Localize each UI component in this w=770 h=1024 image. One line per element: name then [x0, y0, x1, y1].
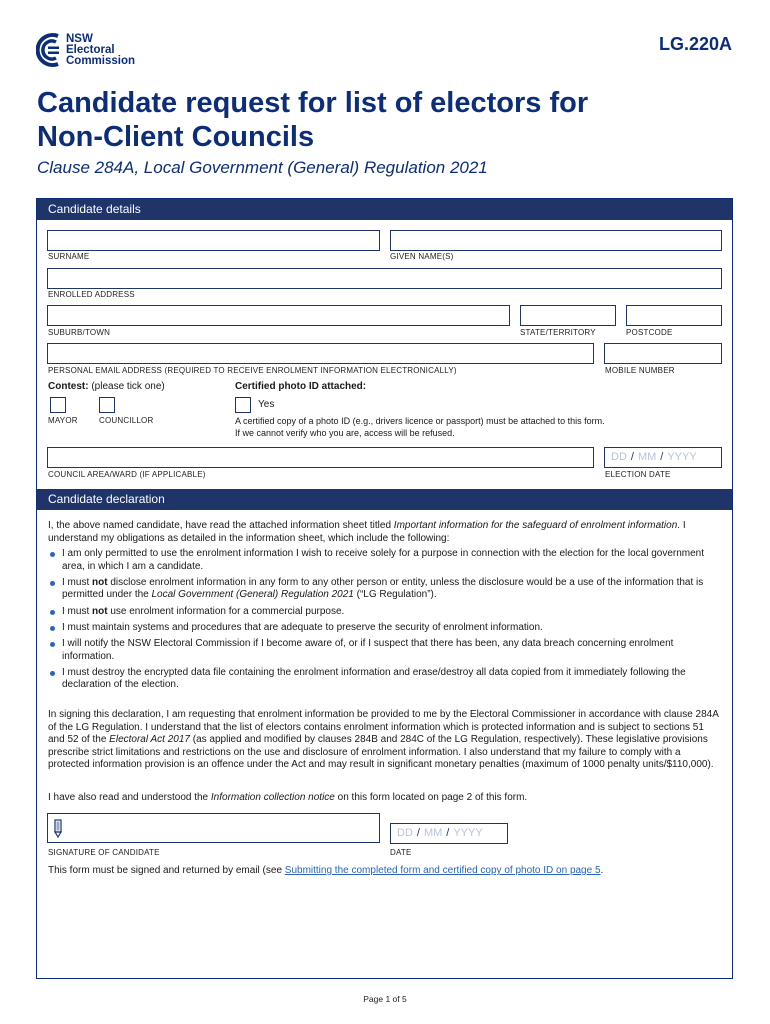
photo-id-yes-checkbox[interactable]	[235, 397, 251, 413]
photo-id-note-1: A certified copy of a photo ID (e.g., drivers licence or passport) must be attached to this form.	[235, 416, 605, 426]
signature-date-label: DATE	[390, 848, 412, 857]
signature-date-dd: DD	[397, 827, 413, 839]
postcode-label: POSTCODE	[626, 328, 673, 337]
statement-text-rest: on this form located on page 2 of this form.	[334, 792, 528, 803]
given-names-label: GIVEN NAME(S)	[390, 252, 454, 261]
suburb-field[interactable]	[47, 305, 510, 326]
statement-italic: Information collection notice	[210, 792, 335, 803]
collection-notice-statement	[48, 792, 722, 805]
instruction-text: This form must be signed and returned by email (see	[48, 865, 285, 876]
form-code: LG.220A	[658, 34, 732, 54]
instruction-text-end: .	[600, 865, 604, 876]
list-item: I must destroy the encrypted data file containing the enrolment information and erase/destroy all data copied from it immediately following the declaration of the election.	[48, 667, 720, 692]
contest-label	[48, 381, 165, 394]
election-date-field[interactable]	[604, 447, 722, 468]
contest-label-bold: Contest:	[48, 381, 89, 392]
given-names-field[interactable]	[390, 230, 722, 251]
bullet-italic: Local Government (General) Regulation 2021	[151, 589, 354, 601]
enrolled-address-label: ENROLLED ADDRESS	[48, 290, 135, 299]
obligations-list	[48, 548, 720, 696]
signature-date-mm: MM	[423, 827, 443, 839]
statement-text: I have also read and understood the	[48, 792, 211, 803]
mobile-field[interactable]	[604, 343, 722, 364]
election-date-dd: DD	[611, 451, 627, 463]
mayor-label: MAYOR	[48, 416, 78, 425]
declaration-intro	[48, 520, 722, 545]
date-separator: /	[416, 827, 420, 839]
photo-id-label: Certified photo ID attached:	[235, 381, 367, 392]
list-item: I must maintain systems and procedures that are adequate to preserve the security of enrolment information.	[48, 622, 720, 635]
logo-line-nsw: NSW	[66, 33, 93, 45]
logo-wordmark	[66, 34, 135, 67]
contest-label-rest: (please tick one)	[88, 381, 165, 392]
suburb-label: SUBURB/TOWN	[48, 328, 111, 337]
surname-label: SURNAME	[48, 252, 90, 261]
intro-text: I, the above named candidate, have read the attached information sheet titled	[48, 520, 394, 531]
list-item: I will notify the NSW Electoral Commission if I become aware of, or if I suspect that there has been, any data breach concerning enrolment information.	[48, 638, 720, 663]
nsw-electoral-commission-logo	[36, 32, 156, 72]
date-separator: /	[446, 827, 450, 839]
paragraph-text-rest: (as applied and modified by clauses 284B and 284C of the LG Regulation, respectively). These legislative provisions prescribe strict limitations and restrictions on the use and disclosure of enrolment information. I also understand that my failure to comply with a protected information provision is an offence under the Act and may result in significant monetary penalties (maximum of 1000 penalty units/$110,000).	[48, 734, 714, 770]
election-date-yyyy: YYYY	[667, 451, 697, 463]
state-label: STATE/TERRITORY	[520, 328, 596, 337]
page-title-line-2: Non-Client Councils	[37, 121, 315, 153]
councillor-checkbox[interactable]	[99, 397, 115, 413]
surname-field[interactable]	[47, 230, 380, 251]
bullet-text: I must	[62, 576, 93, 588]
enrolled-address-field[interactable]	[47, 268, 722, 289]
section-header-candidate-details: Candidate details	[37, 199, 732, 220]
signature-date-yyyy: YYYY	[453, 827, 483, 839]
mayor-checkbox[interactable]	[50, 397, 66, 413]
postcode-field[interactable]	[626, 305, 722, 326]
intro-text-rest: . I understand my obligations as detailed in the information sheet, which include the following:	[48, 520, 686, 544]
page-number: Page 1 of 5	[363, 994, 407, 1004]
list-item	[48, 606, 720, 619]
bullet-bold: not	[92, 576, 108, 588]
bullet-bold: not	[92, 605, 108, 617]
signature-label: SIGNATURE OF CANDIDATE	[48, 848, 160, 857]
logo-line-commission: Commission	[66, 55, 136, 67]
paragraph-italic-act: Electoral Act 2017	[109, 734, 190, 745]
councillor-label: COUNCILLOR	[99, 416, 154, 425]
photo-id-yes-label: Yes	[258, 399, 275, 410]
signature-field[interactable]	[47, 813, 380, 843]
state-field[interactable]	[520, 305, 616, 326]
signature-date-field[interactable]	[390, 823, 508, 844]
logo-line-electoral: Electoral	[66, 44, 115, 56]
council-area-field[interactable]	[47, 447, 594, 468]
date-separator: /	[660, 451, 664, 463]
submission-instruction	[48, 865, 722, 878]
election-date-mm: MM	[637, 451, 657, 463]
nsw-ec-logo-icon	[36, 32, 64, 68]
page-title-line-1: Candidate request for list of electors for	[37, 87, 589, 119]
election-date-label: ELECTION DATE	[605, 470, 671, 479]
page-title	[37, 86, 737, 154]
photo-id-note-2: If we cannot verify who you are, access will be refused.	[235, 428, 455, 438]
section-header-candidate-declaration: Candidate declaration	[37, 489, 732, 510]
declaration-paragraph	[48, 709, 722, 772]
paragraph-text: In signing this declaration, I am requesting that enrolment information be provided to me by the Electoral Commissioner in accordance with clause 284A of the LG Regulation. I understand that the list of electors contains enrolment information which is protected information and is subject to sections 51 and 52 of the	[48, 709, 719, 745]
bullet-text: (“LG Regulation”).	[353, 589, 437, 601]
email-label: PERSONAL EMAIL ADDRESS (REQUIRED TO RECEIVE ENROLMENT INFORMATION ELECTRONICALLY)	[48, 366, 457, 375]
page-subtitle: Clause 284A, Local Government (General) Regulation 2021	[37, 158, 488, 177]
list-item: I am only permitted to use the enrolment information I wish to receive solely for a purpose in connection with the election for the local government area, in which I am a candidate.	[48, 548, 720, 573]
submission-link[interactable]: Submitting the completed form and certified copy of photo ID on page 5	[284, 865, 601, 876]
email-field[interactable]	[47, 343, 594, 364]
bullet-text: use enrolment information for a commercial purpose.	[107, 605, 345, 617]
list-item	[48, 577, 720, 602]
bullet-text: I must	[62, 605, 93, 617]
mobile-label: MOBILE NUMBER	[605, 366, 675, 375]
date-separator: /	[630, 451, 634, 463]
pen-icon	[52, 818, 64, 838]
council-area-label: COUNCIL AREA/WARD (IF APPLICABLE)	[48, 470, 206, 479]
bullet-text: disclose enrolment information in any form to any other person or entity, unless the disclosure would be a use of the information that is permitted under the	[62, 576, 704, 601]
intro-italic-title: Important information for the safeguard of enrolment information	[393, 520, 678, 531]
